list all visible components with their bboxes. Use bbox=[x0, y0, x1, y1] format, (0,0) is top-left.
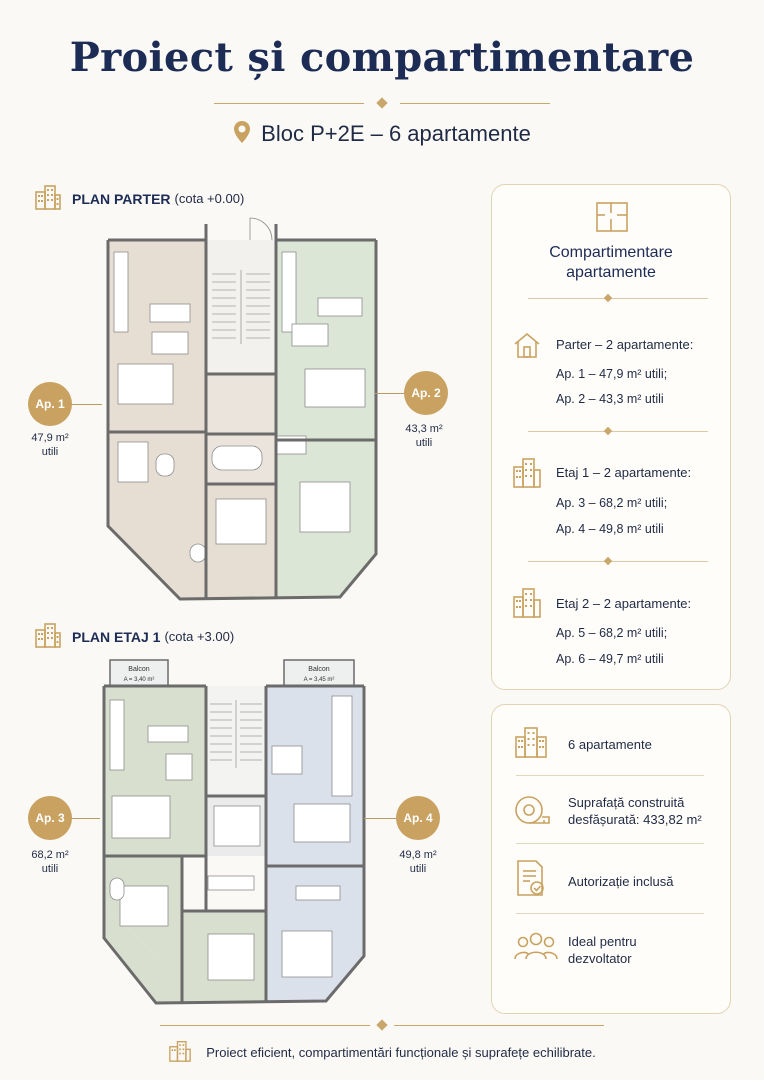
features-card bbox=[491, 704, 731, 1014]
separator-diamond bbox=[604, 557, 612, 565]
ap3-area bbox=[20, 848, 80, 876]
group-etaj1-item-1: Ap. 3 – 68,2 m² utili; bbox=[556, 496, 668, 510]
people-icon bbox=[514, 931, 558, 968]
separator-diamond bbox=[604, 294, 612, 302]
group-parter-title: Parter – 2 apartamente: bbox=[556, 337, 694, 352]
feature-separator bbox=[516, 913, 704, 914]
ap2-area-value: 43,3 m² bbox=[405, 423, 443, 435]
group-separator bbox=[528, 561, 708, 562]
feature-surface-line1: Suprafață construită bbox=[568, 795, 685, 810]
location-pin-icon bbox=[233, 120, 251, 150]
floorplan-icon bbox=[595, 201, 629, 238]
document-check-icon bbox=[514, 859, 548, 902]
ap3-badge: Ap. 3 bbox=[28, 796, 72, 840]
feature-separator bbox=[516, 775, 704, 776]
balcon-left-title: Balcon bbox=[128, 666, 150, 673]
title-divider-left bbox=[214, 103, 364, 104]
title-divider-diamond bbox=[376, 97, 387, 108]
group-etaj2-item-2: Ap. 6 – 49,7 m² utili bbox=[556, 652, 664, 666]
title-divider-right bbox=[400, 103, 550, 104]
plan-parter-cota: (cota +0.00) bbox=[174, 191, 245, 206]
card-title-line1: Compartimentare bbox=[549, 244, 673, 261]
group-parter-item-1: Ap. 1 – 47,9 m² utili; bbox=[556, 367, 668, 381]
ap1-badge: Ap. 1 bbox=[28, 382, 72, 426]
ap3-area-value: 68,2 m² bbox=[31, 849, 69, 861]
subtitle-text: Bloc P+2E – 6 apartamente bbox=[261, 121, 531, 146]
building-icon bbox=[168, 1040, 192, 1065]
group-etaj1-title: Etaj 1 – 2 apartamente: bbox=[556, 465, 692, 480]
ap4-area-value: 49,8 m² bbox=[399, 849, 437, 861]
ap3-area-unit: utili bbox=[41, 863, 59, 875]
feature-surface bbox=[568, 794, 702, 828]
footer-text: Proiect eficient, compartimentări funcționale și suprafețe echilibrate. bbox=[206, 1045, 596, 1060]
ap2-area-unit: utili bbox=[415, 437, 433, 449]
separator-diamond bbox=[604, 427, 612, 435]
card-title-separator bbox=[528, 298, 708, 299]
ap1-area-value: 47,9 m² bbox=[31, 432, 69, 444]
building-icon bbox=[34, 184, 62, 213]
card-title-line2: apartamente bbox=[566, 264, 656, 281]
group-parter-item-2: Ap. 2 – 43,3 m² utili bbox=[556, 392, 664, 406]
plan-parter-label: PLAN PARTER bbox=[72, 190, 171, 207]
building-icon bbox=[512, 587, 542, 624]
feature-authorization-text: Autorizație inclusă bbox=[568, 874, 674, 889]
ap2-area bbox=[394, 422, 454, 450]
ap4-badge: Ap. 4 bbox=[396, 796, 440, 840]
measuring-tape-icon bbox=[514, 793, 552, 832]
floorplan-etaj1 bbox=[96, 656, 386, 1008]
balcon-right-title: Balcon bbox=[308, 666, 330, 673]
group-etaj1-item-2: Ap. 4 – 49,8 m² utili bbox=[556, 522, 664, 536]
ap2-leader-line bbox=[375, 393, 405, 394]
group-separator bbox=[528, 431, 708, 432]
feature-developer-line1: Ideal pentru bbox=[568, 934, 637, 949]
feature-separator bbox=[516, 843, 704, 844]
building-icon bbox=[512, 457, 542, 494]
feature-developer bbox=[568, 933, 637, 967]
feature-apartments bbox=[568, 736, 652, 753]
house-icon bbox=[512, 331, 542, 364]
footer-divider-diamond bbox=[376, 1019, 387, 1030]
ap4-area-unit: utili bbox=[409, 863, 427, 875]
page-title: Proiect și compartimentare bbox=[69, 34, 695, 81]
floorplan-parter bbox=[100, 214, 390, 604]
feature-developer-line2: dezvoltator bbox=[568, 951, 632, 966]
footer-divider-right bbox=[394, 1025, 604, 1026]
ap4-leader-line bbox=[364, 818, 400, 819]
group-etaj2-item-1: Ap. 5 – 68,2 m² utili; bbox=[556, 626, 668, 640]
group-etaj2-title: Etaj 2 – 2 apartamente: bbox=[556, 596, 692, 611]
plan-etaj1-cota: (cota +3.00) bbox=[164, 629, 235, 644]
feature-surface-line2: desfășurată: 433,82 m² bbox=[568, 812, 702, 827]
ap1-area-unit: utili bbox=[41, 446, 59, 458]
balcon-left-area: A = 3,40 m² bbox=[123, 677, 155, 683]
feature-authorization bbox=[568, 873, 674, 890]
feature-apartments-text: 6 apartamente bbox=[568, 737, 652, 752]
subtitle bbox=[0, 120, 764, 150]
plan-parter-heading bbox=[34, 184, 244, 213]
ap2-badge: Ap. 2 bbox=[404, 371, 448, 415]
apartments-icon bbox=[514, 725, 548, 764]
footer bbox=[0, 1040, 764, 1065]
building-icon bbox=[34, 622, 62, 651]
plan-etaj1-heading bbox=[34, 622, 234, 651]
ap1-area bbox=[20, 431, 80, 459]
balcon-right-area: A = 3,45 m² bbox=[303, 677, 335, 683]
plan-etaj1-label: PLAN ETAJ 1 bbox=[72, 628, 161, 645]
compartimentare-card bbox=[491, 184, 731, 690]
ap4-area bbox=[388, 848, 448, 876]
footer-divider-left bbox=[160, 1025, 370, 1026]
